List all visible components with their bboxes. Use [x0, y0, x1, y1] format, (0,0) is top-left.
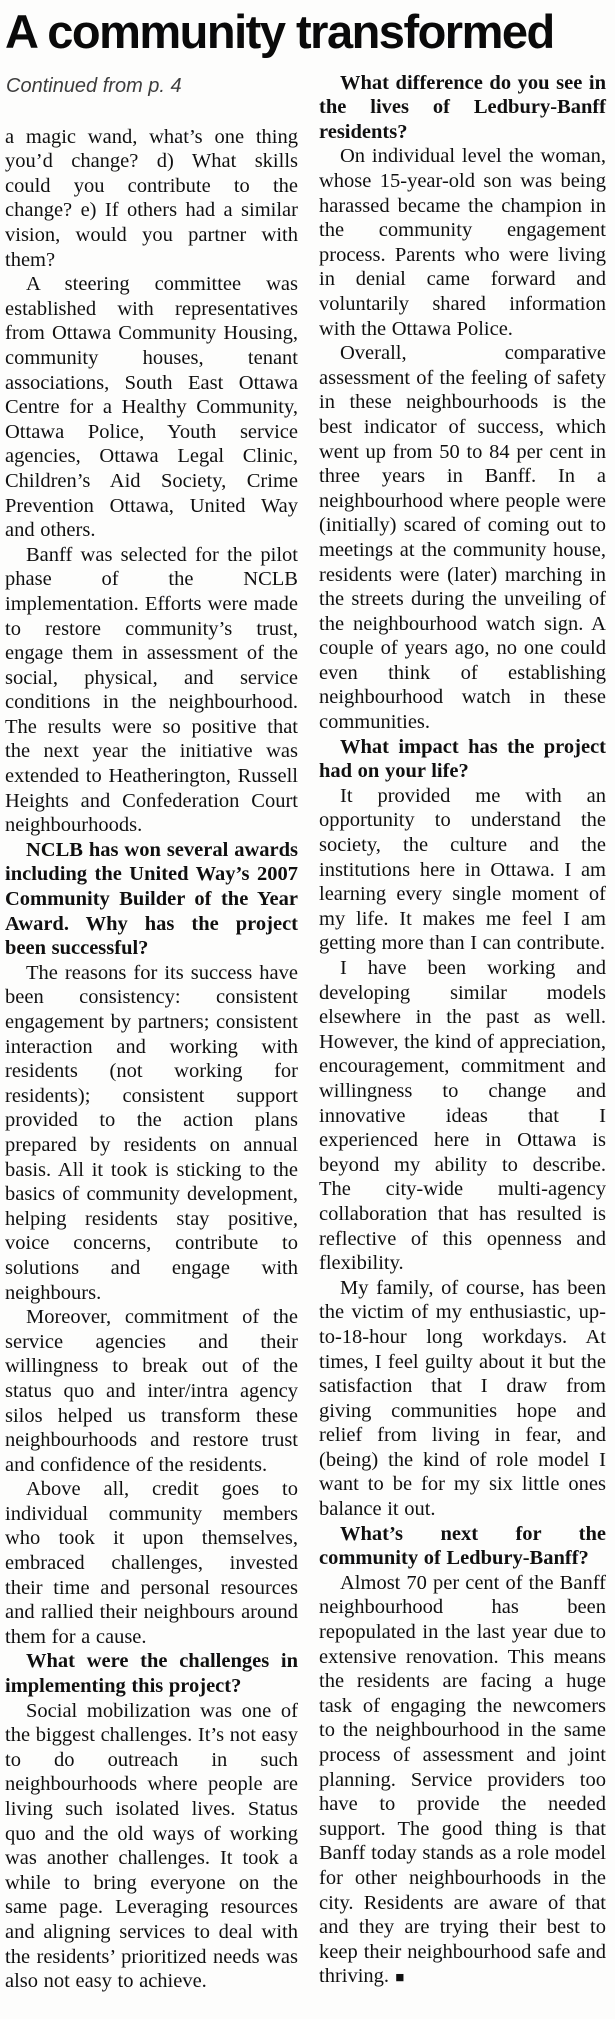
body-paragraph: A steering committee was established with representatives from Ottawa Community Housing, community houses, tenant associations, South East Ottawa Centre for a Healthy Community, Ottawa Police, Youth service agencies, Ottawa Legal Clinic, Children’s Aid Society, Crime Prevention Ottawa, United Way and others. [5, 273, 298, 542]
end-of-article-marker: ■ [389, 1970, 407, 1987]
body-paragraph: a magic wand, what’s one thing you’d change? d) What skills could you contribute to the change? e) If others had a similar vision, would you partner with them? [5, 125, 298, 271]
question-paragraph: What’s next for the community of Ledbury-Banff? [319, 1522, 606, 1570]
continued-from-note: Continued from p. 4 [6, 74, 182, 97]
body-paragraph: On individual level the woman, whose 15-year-old son was being harassed became the champion in the community engagement process. Parents who were living in denial came forward and voluntarily shared information with the Ottawa Police. [319, 145, 606, 340]
body-paragraph: I have been working and developing similar models elsewhere in the past as well. However, the kind of appreciation, encouragement, commitment and willingness to change and innovative ideas that I experienced here in Ottawa is beyond my ability to describe. The city-wide multi-agency collaboration that has resulted is reflective of this openness and flexibility. [319, 957, 606, 1275]
body-paragraph: The reasons for its success have been consistency: consistent engagement by partners; consistent interaction and working with residents (not working for residents); consistent support provided to the action plans prepared by residents on annual basis. All it took is sticking to the basics of community development, helping residents stay positive, voice concerns, contribute to solutions and engage with neighbours. [5, 961, 298, 1304]
body-paragraph: Banff was selected for the pilot phase of the NCLB implementation. Efforts were made to restore community’s trust, engage them in assessment of the social, physical, and service conditions in the neighbourhood. The results were so positive that the next year the initiative was extended to Heatherington, Russell Heights and Confederation Court neighbourhoods. [5, 543, 298, 837]
article-columns [5, 71, 609, 1994]
question-paragraph: What were the challenges in implementing this project? [5, 1650, 298, 1698]
question-paragraph: What impact has the project had on your life? [319, 735, 606, 783]
question-paragraph: What difference do you see in the lives of Ledbury-Banff residents? [319, 71, 606, 143]
body-paragraph: Social mobilization was one of the biggest challenges. It’s not easy to do outreach in such neighbourhoods where people are living such isolated lives. Status quo and the old ways of working was another challenges. It took a while to bring everyone on the same page. Leveraging resources and aligning services to deal with the residents’ prioritized needs was also not easy to achieve. [5, 1699, 298, 1993]
body-paragraph: Overall, comparative assessment of the feeling of safety in these neighbourhoods is the best indicator of success, which went up from 50 to 84 per cent in three years in Banff. In a neighbourhood where people were (initially) scared of coming out to meetings at the community house, residents were (later) marching in the streets during the unveiling of the neighbourhood watch sign. A couple of years ago, no one could even think of establishing neighbourhood watch in these communities. [319, 342, 606, 734]
left-column [5, 71, 298, 1994]
right-column [319, 71, 606, 1989]
question-paragraph: NCLB has won several awards including the United Way’s 2007 Community Builder of the Year Award. Why has the project been successful? [5, 838, 298, 960]
body-paragraph: Moreover, commitment of the service agencies and their willingness to break out of the status quo and inter/intra agency silos helped us transform these neighbourhoods and restore trust and confidence of the residents. [5, 1306, 298, 1476]
article-headline: A community transformed [5, 5, 554, 58]
body-paragraph: Almost 70 per cent of the Banff neighbourhood has been repopulated in the last year due to extensive renovation. This means the residents are facing a huge task of engaging the newcomers to the neighbourhood in the same process of assessment and joint planning. Service providers too have to provide the needed support. The good thing is that Banff today stands as a role model for other neighbourhoods in the city. Residents are aware of that and they are trying their best to keep their neighbourhood safe and thriving. ■ [319, 1571, 606, 1988]
body-paragraph: Above all, credit goes to individual community members who took it upon themselves, embraced challenges, invested their time and personal resources and rallied their neighbours around them for a cause. [5, 1478, 298, 1648]
body-paragraph: My family, of course, has been the victim of my enthusiastic, up-to-18-hour long workdays. At times, I feel guilty about it but the satisfaction that I draw from giving communities hope and relief from living in fear, and (being) the kind of role model I want to be for my six little ones balance it out. [319, 1276, 606, 1521]
body-paragraph: It provided me with an opportunity to understand the society, the culture and the institutions here in Ottawa. I am learning every single moment of my life. It makes me feel I am getting more than I can contribute. [319, 784, 606, 955]
